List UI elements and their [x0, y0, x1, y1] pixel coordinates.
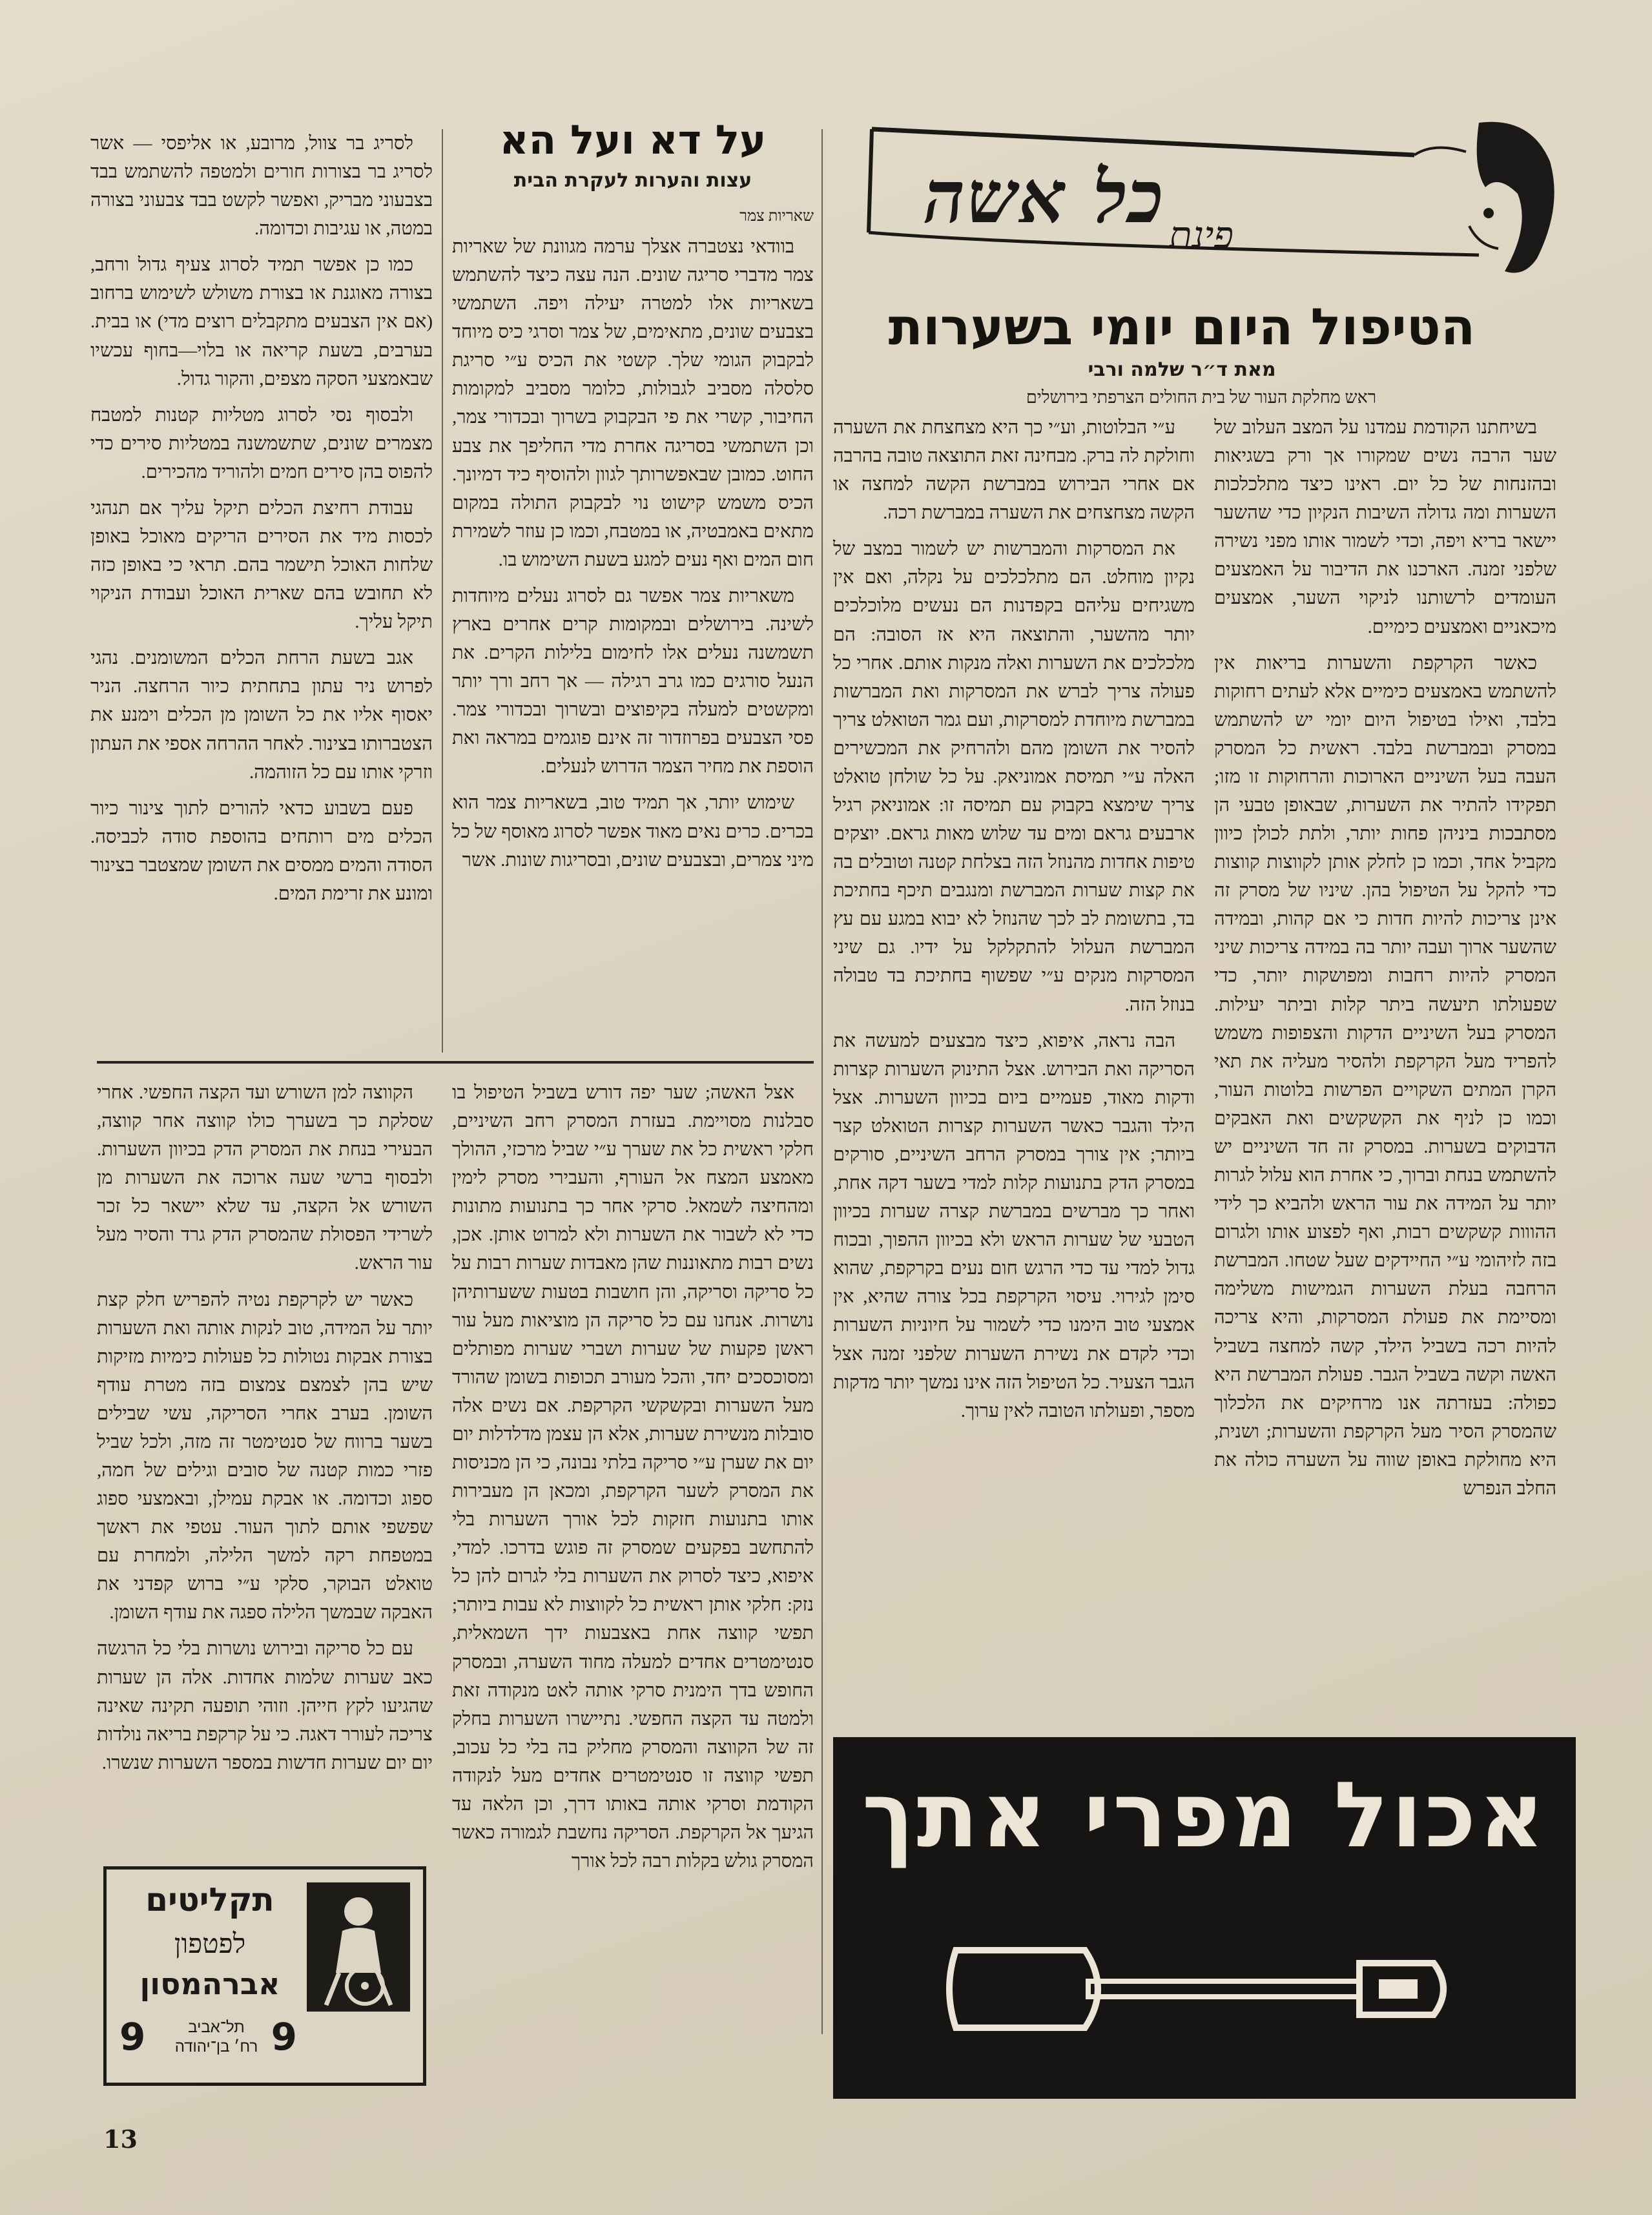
continuation-column-d — [97, 1078, 433, 1860]
main-article-byline: מאת ד״ר שלמה ורבי — [1088, 358, 1276, 381]
main-article-column-right — [1214, 413, 1556, 1711]
side-article-section-label: שאריות צמר — [739, 208, 814, 225]
section-divider — [97, 1061, 814, 1064]
spade-icon — [943, 1924, 1472, 2054]
record-shop-ad — [103, 1866, 426, 2086]
side-article-column-a — [452, 232, 814, 1053]
paragraph: כמו כן אפשר תמיד לסרוג צעיף גדול ורחב, בצורה מאוגנת או בצורת משולש לשימוש ברחוב (אם אין הצבעים מתקבלים רוצים מדי) או בבית. בערבים, בשעת קריאה או בלוי—בחוף עכשיו שבאמצעי הסקה מצפים, והקור גדול. — [90, 254, 433, 389]
paragraph: לסריג בר צוול, מרובע, או אליפסי — אשר לסריג בר בצורות חורים ולמטפה להשתמש בבד בצבעוני מבריק, ואפשר לקשט בבד צבעוני בצורה במטה, או עגיבות וכדומה. — [90, 133, 433, 240]
banner-slogan: אכול מפרי אתך — [862, 1763, 1547, 1868]
paragraph: עם כל סריקה ובירוש נושרות בלי כל הרגשה כאב שערות שלמות אחדות. אלה הן שערות שהגיעו לקץ חייהן. וזוהי תופעה תקינה שאינה צריכה לעורר דאגה. כי על קרקפת בריאה נולדות יום יום שערות חדשות במספר השערות שנשרו. — [97, 1638, 433, 1773]
paragraph: ע״י הבלוטות, וע״י כך היא מצחצחת את השערה וחולקת לה ברק. מבחינה זאת התוצאה טובה בהרבה אם אחרי הבירוש במברשת הקשה למחצה או הקשה מצחצחים את השערה במברשת רכה. — [833, 417, 1195, 524]
gramophone-man-icon — [307, 1882, 410, 2012]
paragraph: הקווצה למן השורש ועד הקצה החפשי. אחרי שסלקת כך בשערך כולו קווצה אחר קווצה, הבעירי בנחת את המסרק הדק בכיוון השערות. ולבסוף ברשי שעה ארוכה את השערות מן השורש אל הקצה, עד שלא יישאר כל זכר לשרידי הפסולת שהמסרק הדק גרד והסיר מעל עור הראש. — [97, 1082, 433, 1274]
ad-city: תל־אביב — [188, 2019, 245, 2036]
paragraph: אגב בשעת הרחת הכלים המשומנים. נהגי לפרוש ניר עתון בתחתית כיור הרחצה. הניר יאסוף אליו את כל השומן מן הכלים וימנע את הצטברותו בצינור. לאחר ההרחה אספי את העתון וזרקי אותו עם כל הזוהמה. — [90, 648, 433, 783]
side-article-column-b — [90, 129, 433, 1053]
ad-number-right: 9 — [271, 2015, 297, 2059]
paragraph: את המסרקות והמברשות יש לשמור במצב של נקיון מוחלט. הם מתלכלכים על נקלה, ואם אין משגיחים עליהם בקפדנות הם נעשים מלוכלכים יותר מהשער, והתוצאה היא אז הסובה: הם מלכלכים את השערות ואלה מנקות אותם. אחרי כל פעולה צריך לברש את המסרקות ואת המברשות במברשת מיוחדת למסרקות, ועם גמר הטואלט צריך להסיר את השומן מהם ולהרחיק את המכשירים האלה ע״י תמיסת אמוניאק. על כל שולחן טואלט צריך שימצא בקבוק עם תמיסה זו: אמוניאק רגיל ארבעים גראם ומים עד שלוש מאות גראם. יוצקים טיפות אחדות מהנוזל הזה בצלחת קטנה וטובלים בה את קצות שערות המברשת ומנגבים תיכף בחתיכת בד, בתשומת לב לכך שהנוזל לא יבוא במגע עם עץ המברשת העלול להתקלקל על ידיו. גם שיני המסרקות מנקים ע״י שפשוף בחתיכת בד טבולה בנוזל הזה. — [833, 539, 1195, 1015]
ad-address — [168, 2018, 265, 2057]
side-article-title: על דא ועל הא — [499, 116, 767, 163]
paragraph: כאשר הקרקפת והשערות בריאות אין להשתמש באמצעים כימיים אלא לעתים רחוקות בלבד, ואילו בטיפול היום יומי יש להשתמש במסרק ובמברשת בלבד. ראשית כל המסרק העבה בעל השיניים הארוכות והרחוקות זו מזו; תפקידו להתיר את השערות, שבאופן טבעי הן מסתבכות ביניהן פחות יותר, ולתת לכולן כיוון מקביל אחד, וכמו כן לחלק אותן לקווצות קווצות כדי להקל על הטיפול בהן. שיניו של מסרק זה אינן צריכות להיות חדות כי אם קהות, ובמידה שהשער ארוך ועבה יותר בה במידה צריכות שיני המסרק להיות רחבות ומפושקות יותר, כדי שפעולתו תיעשה ביתר קלות וביתר יעילות. המסרק בעל השיניים הדקות והצפופות משמש להפריד מעל הקרקפת ולהסיר מעליה את תאי הקרן המתים השקויים הפרשות בלוטות העור, וכמו כן לניף את הקשקשים ואת האבקים הדבוקים בשערות. במסרק זה חד השיניים יש להשתמש בנחת וברוך, כי אחרת הוא עלול לגרות יותר על המידה את עור הראש ולהביא כך לידי ההווות קשקשים רבות, ואף לפצוע אותו ולגרום בזה לזיהומי ע״י החיידקים שעל שטחו. המברשת הרחבה בעלת השערות הגמישות משלימה ומסיימת את פעולת המסרקות, והיא צריכה להיות רכה בשביל הילד, קשה למחצה בשביל האשה וקשה בשביל הגבר. פעולת המברשת היא כפולה: בעזרתה אנו מרחיקים את הלכלוך שהמסרק הסיר מעל הקרקפת והשערות; ושנית, היא מחולקת באופן שווה על השערה כולה את החלב הנפרש — [1214, 652, 1556, 1499]
paragraph: בשיחתנו הקודמת עמדנו על המצב העלוב של שער הרבה נשים שמקורו אך ורק בשגיאות ובהזנחות של כל יום. ראינו כיצד מתלכלכות השערות ומה גדולה השיבות הנקיון כדי שהשער יישאר בריא ויפה, וכדי לשמור אותו מפני נשירה שלפני זמנה. הארכנו את הדיבור על האמצעים העומדים לרשותנו לניקוי השער, אמצעים מיכאניים ואמצעים כימיים. — [1214, 417, 1556, 637]
ad-number-left: 9 — [119, 2015, 146, 2059]
ad-title: תקליטים — [145, 1881, 274, 1919]
main-article-author-title: ראש מחלקת העור של בית החולים הצרפתי בירושלים — [1026, 387, 1377, 407]
paragraph: משאריות צמר אפשר גם לסרוג נעלים מיוחדות לשינה. בירושלים ובמקומות קרים אחרים בארץ תשמשנה נעלים אלו לחימום בלילות הקרים. את הנעל סורגים כמו גרב רגילה — אך רחב ורך יותר ומקשטים למעלה בקיפוצים ובשרוך ובכדורי צמר. פסי הצבעים בפרוזדור זה אינם פוגמים במראה ואת הוספת את מחיר הצמר הדרוש לנעלים. — [452, 585, 814, 778]
ad-line2: אברהמסון — [139, 1966, 280, 2001]
slogan-banner — [833, 1737, 1576, 2099]
ad-line1: לפטפון — [174, 1928, 246, 1959]
paragraph: פעם בשבוע כדאי להורים לתוך צינור כיור הכלים מים רותחים בהוספת סודה לכביסה. הסודה והמים ממסים את השומן שמצטבר בצינור ומונע את זרימת המים. — [90, 798, 433, 904]
paragraph: ולבסוף נסי לסרוג מטליות קטנות למטבח מצמרים שונים, שתשמשנה במטליות סירים כדי להפוס בהן סירים חמים ולהוריד מהכירים. — [90, 404, 433, 482]
paragraph: שימוש יותר, אך תמיד טוב, בשאריות צמר הוא בכרים. כרים נאים מאוד אפשר לסרוג מאוסף של כל מיני צמרים, ובצבעים שונים, ובסריגות שונות. אשר — [452, 792, 814, 871]
paragraph: בוודאי נצטברה אצלך ערמה מגוונת של שאריות צמר מדברי סריגה שונים. הנה עצה כיצד להשתמש בשאריות אלו למטרה יעילה ויפה. השתמשי בצבעים שונים, מתאימים, של צמר וסרגי כיס מיוחד לבקבוק הגומי שלך. קשטי את הכיס ע״י סריגת סלסלה מסביב לגבולות, כלומר מסביב למקומות החיבור, קשרי את פי הבקבוק בשרוך ובכדורי צמר, וכן השתמשי בסריגה אחרת מדי החליפך את צבע החוט. כמובן שבאפשרותך לגוון ולהוסיף כיד דמיונך. הכיס משמש קישוט נוי לבקבוק התולה במקום מתאים באמבטיה, או במטבח, וכמו כן עוזר לשמירת חום המים ואף נעים למגע בשעת השימוש בו. — [452, 236, 814, 570]
ad-street: רח׳ בן־יהודה — [174, 2038, 258, 2055]
logo-small-text: פינת — [1169, 213, 1234, 257]
paragraph: הבה נראה, איפוא, כיצד מבצעים למעשה את הסריקה ואת הבירוש. אצל התינוק השערות קצרות ודקות מאוד, פעמיים ביום בכיוון השערות. אצל הילד והגבר כאשר השערות קצרות הטואלט קצר ביותר; אין צורך במסרק הרחב השיניים, סורקים במסרק הדק בתנועות קלות למדי בשער דקה אחת, ואחר כך מברשים במברשת קצרה שערות בכיוון הטבעי של שערות הראש ולא בכיוון ההפוך, ובכוח גדול למדי עד כדי הרגש חום נעים בקרקפת, שהוא סימן לגירוי. עיסוי הקרקפת בכל צורה שהיא, אין אמצעי טוב הימנו כדי לשמור על חיוניות השערות וכדי לקדם את נשירת השערות שלפני זמנה אצל הגבר הצעיר. כל הטיפול הזה אינו נמשך יותר מדקות מספר, ופעולתו הטובה לאין ערוך. — [833, 1030, 1195, 1421]
page-number: 13 — [103, 2125, 138, 2154]
continuation-column-c — [452, 1078, 814, 2118]
logo-big-text: כל אשה — [924, 155, 1165, 240]
column-divider — [821, 129, 823, 2034]
side-article-subtitle: עצות והערות לעקרת הבית — [513, 169, 752, 192]
paragraph: עבודת רחיצת הכלים תיקל עליך אם תנהגי לכסות מיד את הסירים הריקים מאוכל באופן שלחות האוכל תישמר בהם. תראי כי באופן כזה לא תחובש בהם שארית האוכל ועבודת הניקוי תיקל עליך. — [90, 497, 433, 633]
paragraph: אצל האשה; שער יפה דורש בשביל הטיפול בו סבלנות מסויימת. בעזרת המסרק רחב השיניים, חלקי ראשית כל את שערך ע״י שביל מרכזי, ההולך מאמצע המצח אל העורף, והעבירי מסרק לימין ומהחיצה לשמאל. סרקי אחר כך בתנועות מתונות כדי לא לשבור את השערות ולא למרוט אותן. אכן, נשים רבות מתאוננות שהן מאבדות שערות רבות על כל סריקה וסריקה, והן חושבות בטעות ששערותיהן נושרות. אנחנו עם כל סריקה הן מוציאות מעל עור ראשן פקעות של שערות ושברי שערות מפותלים ומסוכסכים יחד, והכל מעורב תכופות בשומן שהורד מעל השערות ובקשקשי הקרקפת. אם נשים אלה סובלות מנשירת שערות, אלא הן עצמן מדלדלות יום יום את שערן ע״י סריקה בלתי נבונה, כי הן מכניסות את המסרק לשער הקרקפת, ומכאן הן מעבירות אותו בתנועות חזקות לכל אורך השערות בלי להתחשב בפקעים שמסרק זה פוגש בדרכו. למדי, איפוא, כיצד לסרוק את השערות בלי לגרום להן כל נזק: חלקי אותן ראשית כל לקווצות לא עבות ביותר; תפשי קווצה אחת באצבעות ידך השמאלית, סנטימטרים אחדים למעלה מחוד השערה, ובמסרק החופש בדך הימנית סרקי אותה לאט מנקודה זאת ולמטה עד הקצה החפשי. נתיישרו השערות בחלק זה של הקווצה והמסרק מחליק בה בלי כל עכוב, תפשי קווצה זו סנטימטרים אחדים מעל לנקודה הקודמת וסרקי אותה באותו דרך, וכן הלאה עד הגיעך אל הקרקפת. הסריקה נחשבת לגמורה כאשר המסרק גולש בקלות רבה לכל אורך — [452, 1082, 814, 1872]
paragraph: כאשר יש לקרקפת נטיה להפריש חלק קצת יותר על המידה, טוב לנקות אותה ואת השערות בצורת אבקות נטולות כל פעולות כימיות מזיקות שיש בהן לצמצם צמצום בזה מטרת עודף השומן. בערב אחרי הסריקה, עשי שבילים בשער ברווח של סנטימטר זה מזה, ולכל שביל פזרי כמות קטנה של סובים וגילים של חמה, ספוג וכדומה. או אבקת עמילן, ובאמצעי ספוג שפשפי אותם לתוך העור. עטפי את ראשך במטפחת רקה למשך הלילה, ולמחרת עם טואלט הבוקר, סלקי ע״י ברוש קפדני את האבקה שבמשך הלילה ספגה את עודף השומן. — [97, 1289, 433, 1623]
main-article-column-left — [833, 413, 1195, 1711]
ad-illustration — [307, 1882, 410, 2012]
column-logo — [833, 116, 1569, 284]
column-divider — [442, 129, 443, 1053]
main-article-title: הטיפול היום יומי בשערות — [888, 298, 1476, 356]
